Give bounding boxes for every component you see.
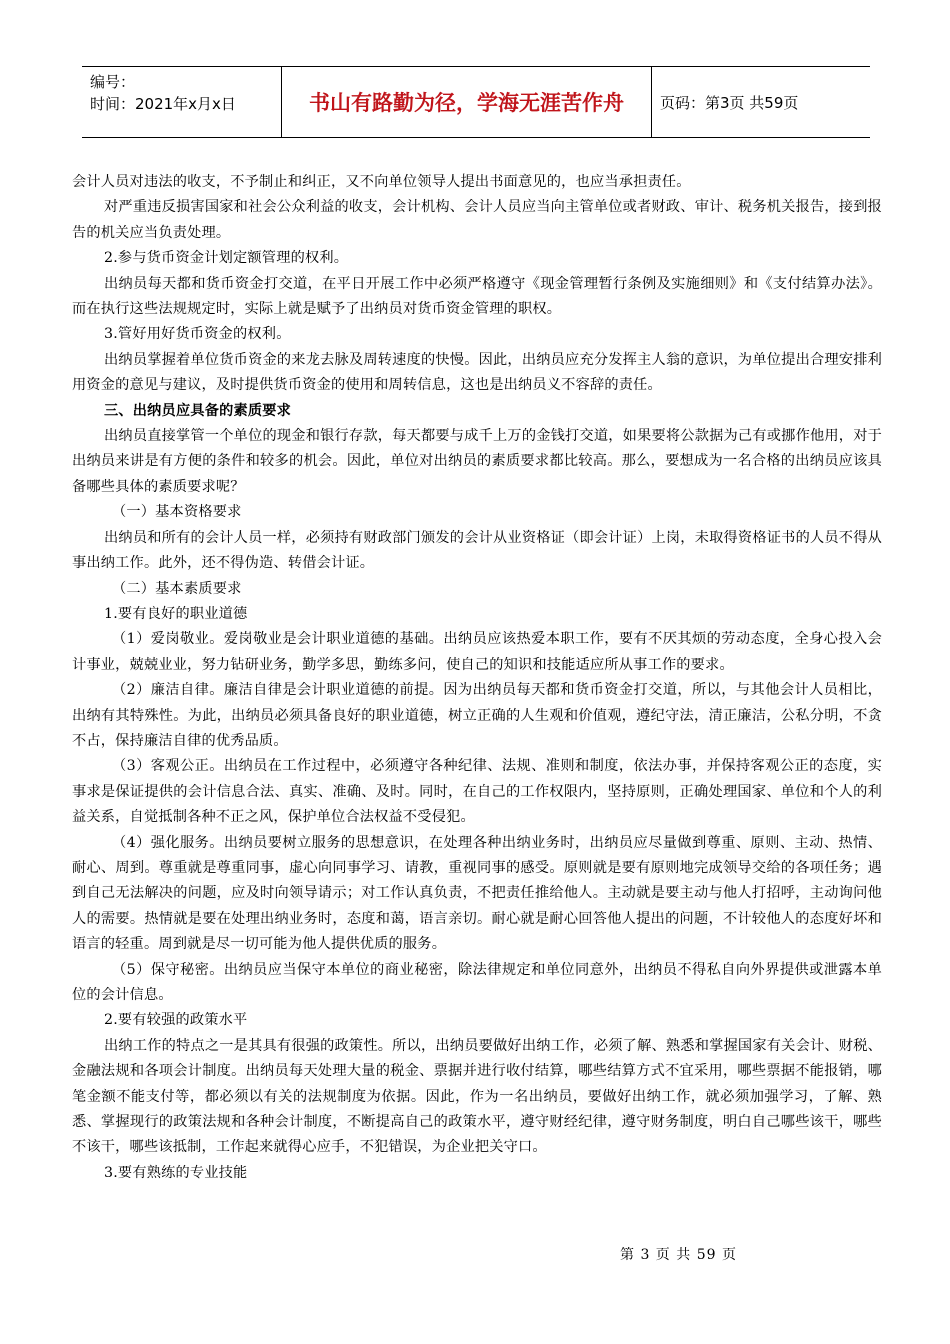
paragraph: （二）基本素质要求 <box>112 580 242 597</box>
paragraph: 出纳员直接掌管一个单位的现金和银行存款，每天都要与成千上万的金钱打交道，如果要将公款据为己有或挪作他用，对于出纳员来讲是有方便的条件和较多的机会。因此，单位对出纳员的素质要求都比较高。那么，要想成为一名合格的出纳员应该具备哪些具体的素质要求呢？ <box>72 428 882 495</box>
page-footer: 第 3 页 共 59 页 <box>620 1247 737 1263</box>
paragraph: （3）客观公正。出纳员在工作过程中，必须遵守各种纪律、法规、准则和制度，依法办事，并保持客观公正的态度，实事求是保证提供的会计信息合法、真实、准确、及时。同时，在自己的工作权限内，坚持原则，正确处理国家、单位和个人的利益关系，自觉抵制各种不正之风，保护单位合法权益不受侵犯。 <box>72 758 882 826</box>
document-time: 时间：2021年x月x日 <box>90 95 236 113</box>
paragraph: 3.要有熟练的专业技能 <box>104 1164 248 1181</box>
paragraph: 2.参与货币资金计划定额管理的权利。 <box>104 250 349 267</box>
header-motto: 书山有路勤为径，学海无涯苦作舟 <box>282 67 652 137</box>
paragraph: 出纳员和所有的会计人员一样，必须持有财政部门颁发的会计从业资格证（即会计证）上岗，未取得资格证书的人员不得从事出纳工作。此外，还不得伪造、转借会计证。 <box>72 529 882 572</box>
paragraph: （1）爱岗敬业。爱岗敬业是会计职业道德的基础。出纳员应该热爱本职工作，要有不厌其烦的劳动态度，全身心投入会计事业，兢兢业业，努力钻研业务，勤学多思，勤练多问，使自己的知识和技能适应所从事工作的要求。 <box>72 631 882 673</box>
paragraph: 3.管好用好货币资金的权利。 <box>104 326 291 343</box>
header-meta <box>82 67 282 137</box>
page-header <box>82 66 870 138</box>
paragraph: （一）基本资格要求 <box>112 504 242 521</box>
paragraph: 出纳员掌握着单位货币资金的来龙去脉及周转速度的快慢。因此，出纳员应充分发挥主人翁的意识，为单位提出合理安排利用资金的意见与建议，及时提供货币资金的使用和周转信息，这也是出纳员义不容辞的责任。 <box>72 351 882 394</box>
document-number: 编号： <box>90 73 136 91</box>
header-page-number: 页码：第3页 共59页 <box>660 93 799 112</box>
paragraph: （2）廉洁自律。廉洁自律是会计职业道德的前提。因为出纳员每天都和货币资金打交道，所以，与其他会计人员相比，出纳有其特殊性。为此，出纳员必须具备良好的职业道德，树立正确的人生观和价值观，遵纪守法，清正廉洁，公私分明，不贪不占，保持廉洁自律的优秀品质。 <box>72 682 882 749</box>
paragraph: 2.要有较强的政策水平 <box>104 1012 248 1029</box>
paragraph: 出纳工作的特点之一是其具有很强的政策性。所以，出纳员要做好出纳工作，必须了解、熟悉和掌握国家有关会计、财税、金融法规和各项会计制度。出纳员每天处理大量的税金、票据并进行收付结算，哪些结算方式不宜采用，哪些票据不能报销，哪笔金额不能支付等，都必须以有关的法规制度为依据。因此，作为一名出纳员，要做好出纳工作，就必须加强学习，了解、熟悉、掌握现行的政策法规和各种会计制度，不断提高自己的政策水平，遵守财经纪律，遵守财务制度，明白自己哪些该干，哪些不该干，哪些该抵制，工作起来就得心应手，不犯错误，为企业把关守口。 <box>72 1037 882 1156</box>
document-body <box>72 170 882 1186</box>
paragraph: 会计人员对违法的收支，不予制止和纠正，又不向单位领导人提出书面意见的，也应当承担责任。 <box>72 174 691 190</box>
paragraph: （5）保守秘密。出纳员应当保守本单位的商业秘密，除法律规定和单位同意外，出纳员不得私自向外界提供或泄露本单位的会计信息。 <box>72 961 882 1003</box>
paragraph: 对严重违反损害国家和社会公众利益的收支，会计机构、会计人员应当向主管单位或者财政、审计、税务机关报告，接到报告的机关应当负责处理。 <box>72 199 882 241</box>
paragraph: 1.要有良好的职业道德 <box>104 605 248 622</box>
section-heading: 三、出纳员应具备的素质要求 <box>104 402 292 419</box>
paragraph: （4）强化服务。出纳员要树立服务的思想意识，在处理各种出纳业务时，出纳员应尽量做到尊重、原则、主动、热情、耐心、周到。尊重就是尊重同事，虚心向同事学习、请教，重视同事的感受。原则就是要有原则地完成领导交给的各项任务；遇到自己无法解决的问题，应及时向领导请示；对工作认真负责，不把责任推给他人。主动就是要主动与他人打招呼，主动询问他人的需要。热情就是要在处理出纳业务时，态度和蔼，语言亲切。耐心就是耐心回答他人提出的问题，不计较他人的态度好坏和语言的轻重。周到就是尽一切可能为他人提供优质的服务。 <box>72 834 882 953</box>
paragraph: 出纳员每天都和货币资金打交道，在平日开展工作中必须严格遵守《现金管理暂行条例及实施细则》和《支付结算办法》。而在执行这些法规规定时，实际上就是赋予了出纳员对货币资金管理的职权。 <box>72 275 882 318</box>
